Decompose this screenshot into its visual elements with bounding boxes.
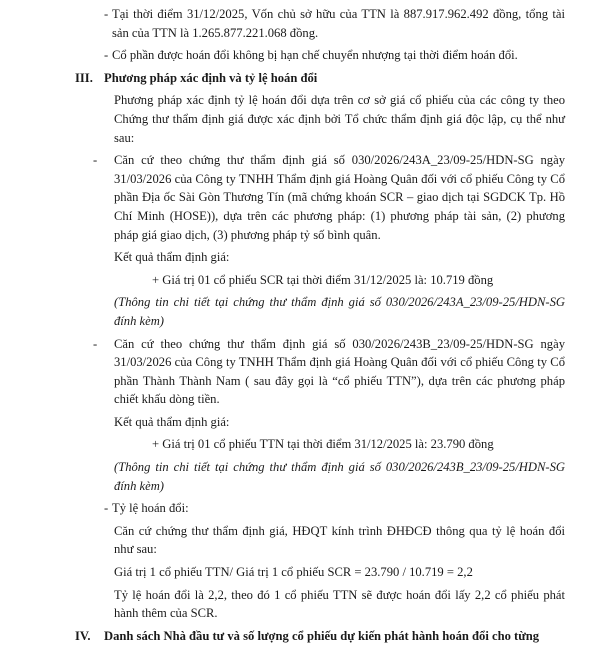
result-note: (Thông tin chi tiết tại chứng thư thẩm định giá số 030/2026/243A_23/09-25/HDN-SG đính kèm)	[114, 295, 565, 328]
result-label: Kết quả thẩm định giá:	[114, 250, 230, 265]
ratio-intro: Căn cứ chứng thư thẩm định giá, HĐQT kính trình ĐHĐCĐ thông qua tỷ lệ hoán đổi như sau:	[114, 523, 565, 557]
section-heading: IV. Danh sách Nhà đầu tư và số lượng cổ phiếu dự kiến phát hành hoán đổi cho từng	[75, 628, 540, 643]
section-intro: Phương pháp xác định tỷ lệ hoán đổi dựa trên cơ sở giá cổ phiếu của các công ty theo Chứng thư thẩm định giá được xác định bởi Tổ chức thẩm định giá độc lập, cụ thể như sau:	[114, 93, 565, 145]
result-value: + Giá trị 01 cổ phiếu TTN tại thời điểm 31/12/2025 là: 23.790 đồng	[152, 437, 494, 452]
result-note: (Thông tin chi tiết tại chứng thư thẩm định giá số 030/2026/243B_23/09-25/HDN-SG đính kèm)	[114, 460, 565, 493]
valuation-bullet: - Căn cứ theo chứng thư thẩm định giá số 030/2026/243B_23/09-25/HDN-SG ngày 31/03/2026 của Công ty TNHH Thẩm định giá Hoàng Quân đối với cổ phiếu Công ty Cổ phần Thành Thành Nam ( sau đây gọi là “cổ phiếu TTN”), dựa trên các phương pháp chiết khấu dòng tiền.	[93, 336, 565, 407]
valuation-bullet: - Căn cứ theo chứng thư thẩm định giá số 030/2026/243A_23/09-25/HDN-SG ngày 31/03/2026 của Công ty TNHH Thẩm định giá Hoàng Quân đối với cổ phiếu Công ty Cổ phần Địa ốc Sài Gòn Thương Tín (mã chứng khoán SCR – giao dịch tại SGDCK Tp. Hồ Chí Minh (HOSE)), dựa trên các phương pháp: (1) phương pháp tài sản, (2) phương pháp giá giao dịch, (3) phương pháp tỷ số bình quân.	[93, 153, 565, 242]
section-heading: III. Phương pháp xác định và tỷ lệ hoán đổi	[75, 70, 318, 85]
result-value: + Giá trị 01 cổ phiếu SCR tại thời điểm 31/12/2025 là: 10.719 đồng	[152, 272, 494, 287]
ratio-label: - Tỷ lệ hoán đổi:	[104, 501, 189, 516]
result-label: Kết quả thẩm định giá:	[114, 414, 230, 429]
intro-item: - Cổ phần được hoán đổi không bị hạn chế chuyển nhượng tại thời điểm hoán đổi.	[104, 48, 518, 63]
ratio-conclusion: Tỷ lệ hoán đổi là 2,2, theo đó 1 cổ phiếu TTN sẽ được hoán đổi lấy 2,2 cổ phiếu phát hành thêm của SCR.	[114, 587, 565, 621]
intro-item: - Tại thời điểm 31/12/2025, Vốn chủ sở hữu của TTN là 887.917.962.492 đồng, tổng tài sản của TTN là 1.265.877.221.068 đồng.	[104, 7, 565, 40]
ratio-formula: Giá trị 1 cổ phiếu TTN/ Giá trị 1 cổ phiếu SCR = 23.790 / 10.719 = 2,2	[114, 565, 473, 580]
